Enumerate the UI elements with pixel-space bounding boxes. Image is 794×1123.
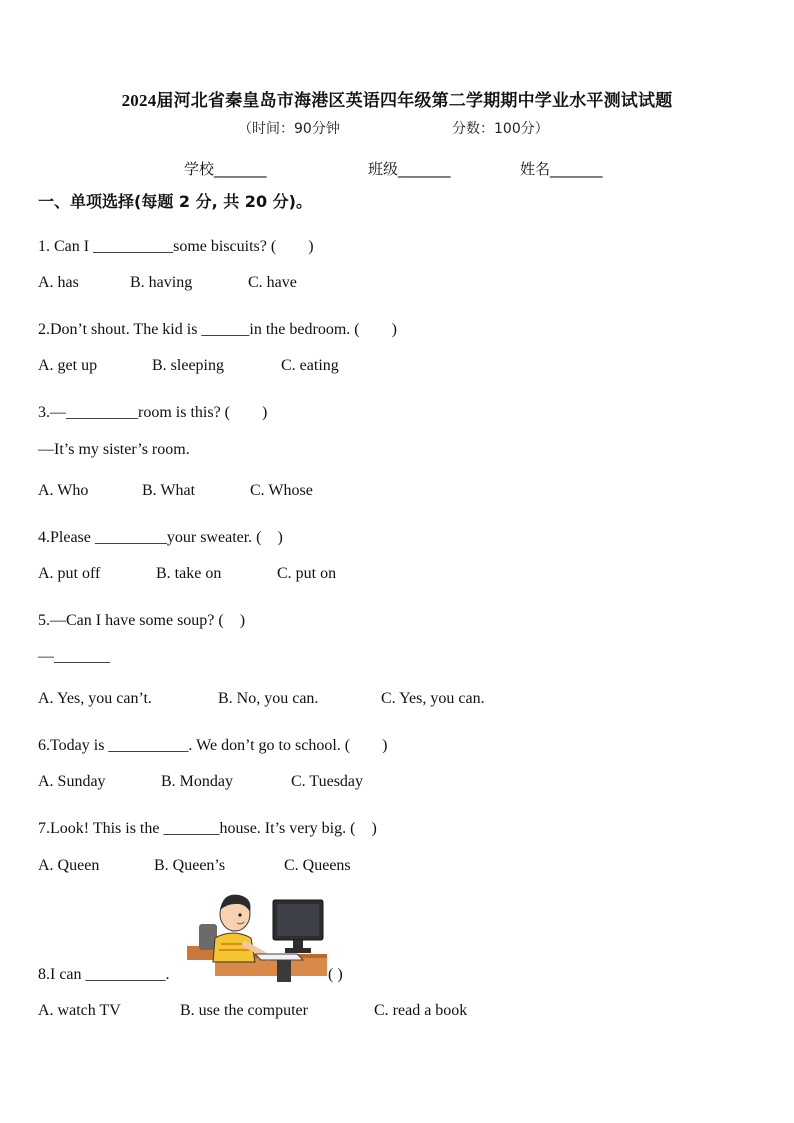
q1-option-c: C. have — [248, 274, 297, 291]
question-4: 4.Please _________your sweater. ( ) — [38, 529, 283, 546]
question-1: 1. Can I __________some biscuits? ( ) — [38, 238, 314, 255]
question-7: 7.Look! This is the _______house. It’s very big. ( ) — [38, 820, 377, 837]
q2-option-c: C. eating — [281, 357, 339, 374]
q2-option-a: A. get up — [38, 357, 98, 374]
computer-tower — [277, 960, 291, 982]
q2-option-b: B. sleeping — [152, 357, 224, 374]
q8-option-c: C. read a book — [374, 1002, 468, 1019]
page-title: 2024届河北省秦皇岛市海港区英语四年级第二学期期中学业水平测试试题 — [121, 91, 673, 110]
boy-using-computer-illustration — [185, 888, 327, 984]
question-6: 6.Today is __________. We don’t go to school. ( ) — [38, 737, 388, 754]
q8-option-b: B. use the computer — [180, 1002, 308, 1019]
exam-time: （时间：90分钟 — [238, 121, 340, 137]
school-field: 学校_______ — [184, 160, 267, 178]
q8-option-a: A. watch TV — [38, 1002, 121, 1019]
q6-option-c: C. Tuesday — [291, 773, 364, 790]
question-8: 8.I can __________. — [38, 966, 170, 983]
q7-option-b: B. Queen’s — [154, 857, 226, 874]
class-field: 班级_______ — [368, 160, 451, 178]
question-2: 2.Don’t shout. The kid is ______in the bedroom. ( ) — [38, 321, 397, 338]
question-5-dialogue: —_______ — [38, 648, 110, 665]
section-heading: 一、单项选择(每题 2 分, 共 20 分)。 — [38, 192, 312, 211]
q5-option-a: A. Yes, you can’t. — [38, 690, 152, 707]
q6-option-a: A. Sunday — [38, 773, 106, 790]
keyboard — [255, 954, 303, 960]
q7-option-a: A. Queen — [38, 857, 100, 874]
q6-option-b: B. Monday — [161, 773, 233, 790]
question-8-answer-paren: ( ) — [328, 966, 343, 983]
question-3-dialogue: —It’s my sister’s room. — [38, 441, 190, 458]
question-3: 3.—_________room is this? ( ) — [38, 404, 268, 421]
q5-option-b: B. No, you can. — [218, 690, 319, 707]
name-field: 姓名_______ — [520, 160, 603, 178]
q4-option-b: B. take on — [156, 565, 222, 582]
q5-option-c: C. Yes, you can. — [381, 690, 485, 707]
exam-score: 分数：100分） — [452, 121, 549, 137]
q3-option-c: C. Whose — [250, 482, 313, 499]
q4-option-a: A. put off — [38, 565, 101, 582]
q4-option-c: C. put on — [277, 565, 337, 582]
q3-option-b: B. What — [142, 482, 196, 499]
q7-option-c: C. Queens — [284, 857, 351, 874]
q1-option-a: A. has — [38, 274, 79, 291]
q3-option-a: A. Who — [38, 482, 89, 499]
q1-option-b: B. having — [130, 274, 193, 291]
question-5: 5.—Can I have some soup? ( ) — [38, 612, 246, 629]
